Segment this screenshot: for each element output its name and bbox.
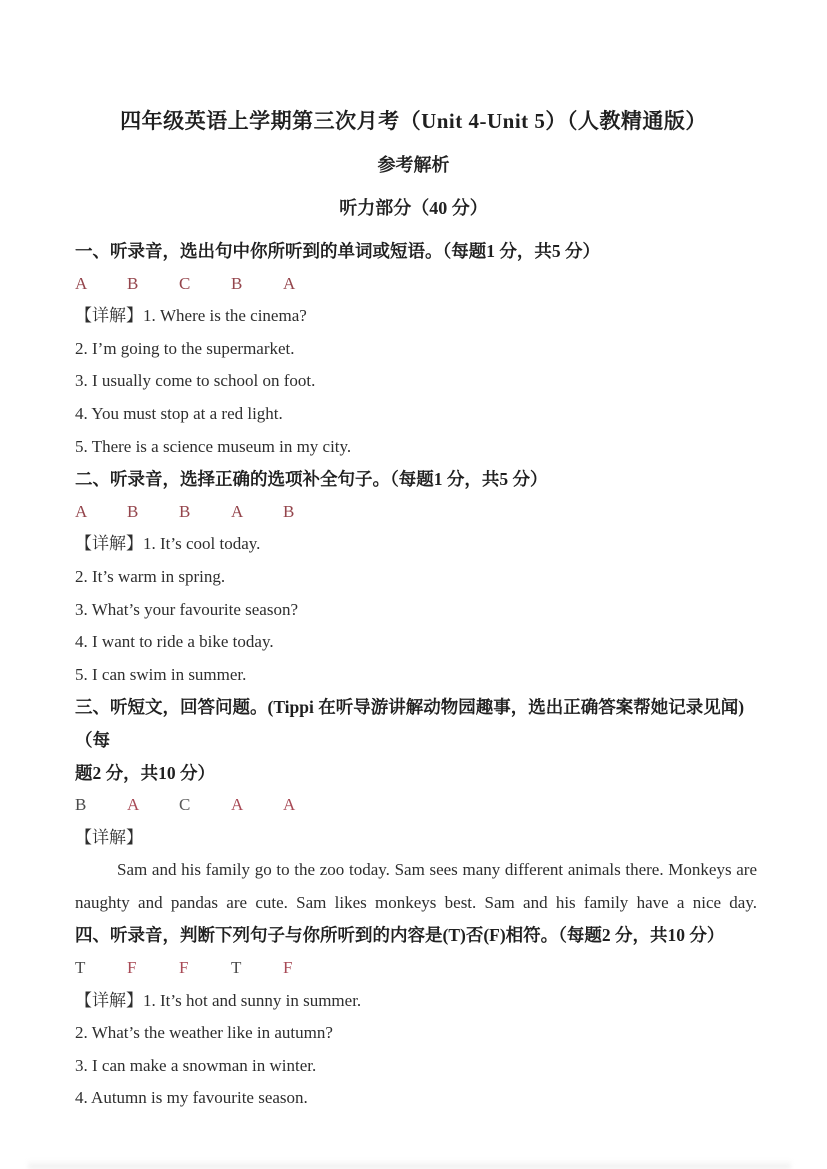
listening-script-line: 3. I can make a snowman in winter. [75,1055,317,1075]
page-title: 四年级英语上学期第三次月考（Unit 4-Unit 5）（人教精通版） [120,109,707,133]
answer-letter: T [231,958,242,978]
section-1-heading: 一、听录音，选出句中你所听到的单词或短语。（每题1 分，共5 分） [75,241,600,261]
detail-label: 【详解】 [75,990,143,1010]
listening-script-line: 1. Where is the cinema? [143,306,307,326]
listening-script-paragraph-line: Sam and his family go to the zoo today. Sam sees many different animals there. Monkeys are [117,860,757,880]
listening-script-line: 5. There is a science museum in my city. [75,436,352,456]
listening-script-line: 3. I usually come to school on foot. [75,371,316,391]
page-subtitle: 参考解析 [377,155,450,175]
section-3-heading-line2: 题2 分，共10 分） [75,762,215,783]
detail-label: 【详解】 [75,306,143,326]
answer-letter: B [283,501,295,521]
answer-letter: F [283,958,293,978]
document-body [0,230,827,1115]
answer-letter: T [75,958,86,978]
listening-script-line: 4. Autumn is my favourite season. [75,1088,308,1108]
answer-letter: A [127,795,140,815]
section-3-answer-row [75,789,757,822]
answer-letter: C [179,795,191,815]
listening-script-line: 2. It’s warm in spring. [75,566,226,586]
listening-script-line: 1. It’s cool today. [143,534,261,554]
section-2-answer-row [75,496,757,529]
answer-letter: B [127,501,139,521]
section-4-detail-line [75,985,757,1018]
listening-script-line: 5. I can swim in summer. [75,664,247,684]
section-3-detail-label [75,822,757,855]
listening-script-line: 1. It’s hot and sunny in summer. [143,990,362,1010]
section-3-heading: 三、听短文，回答问题。(Tippi 在听导游讲解动物园趣事，选出正确答案帮她记录见闻) （每 [75,697,745,750]
section-4-answer-row [75,952,757,985]
answer-letter: B [127,273,139,293]
scan-shadow-artifact [28,1160,791,1169]
detail-label: 【详解】 [75,534,143,554]
section-1-answer-row [75,268,757,301]
answer-letter: A [283,273,296,293]
answer-letter: A [231,795,244,815]
listening-script-line: 2. I’m going to the supermarket. [75,338,295,358]
listening-script-line: 4. You must stop at a red light. [75,403,283,423]
answer-letter: A [75,501,88,521]
answer-letter: A [75,273,88,293]
listening-script-line: 3. What’s your favourite season? [75,599,298,619]
part-header: 听力部分（40 分） [339,198,488,218]
answer-letter: B [75,795,87,815]
answer-letter: A [283,795,296,815]
listening-script-paragraph-line: naughty and pandas are cute. Sam likes monkeys best. Sam and his family have a nice day. [75,892,757,912]
answer-letter: B [231,273,243,293]
section-2-heading: 二、听录音，选择正确的选项补全句子。（每题1 分，共5 分） [75,469,548,490]
listening-script-line: 4. I want to ride a bike today. [75,632,274,652]
answer-letter: F [179,958,189,978]
answer-letter: B [179,501,191,521]
detail-label: 【详解】 [75,827,143,847]
document-header [0,0,827,230]
section-2-detail-line [75,528,757,561]
answer-letter: C [179,273,191,293]
listening-script-line: 2. What’s the weather like in autumn? [75,1023,333,1043]
answer-letter: F [127,958,137,978]
answer-letter: A [231,501,244,521]
section-1-detail-line [75,300,757,333]
section-4-heading: 四、听录音，判断下列句子与你所听到的内容是(T)否(F)相符。（每题2 分，共10 分） [75,925,725,946]
